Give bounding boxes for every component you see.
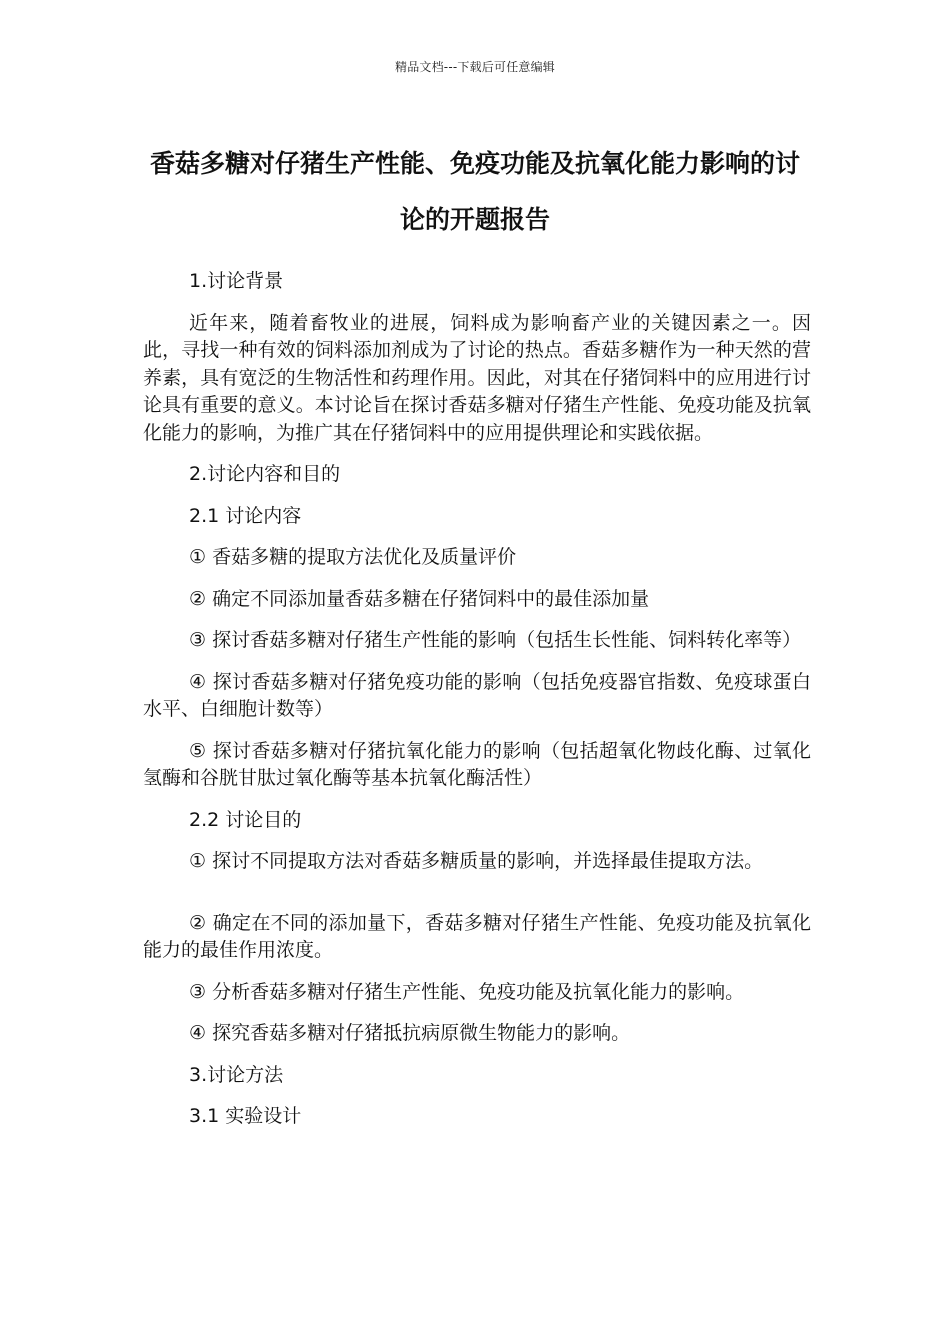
list-item-content-1: ① 香菇多糖的提取方法优化及质量评价 (189, 546, 517, 568)
list-item-purpose-1: ① 探讨不同提取方法对香菇多糖质量的影响，并选择最佳提取方法。 (189, 850, 764, 872)
document-body (143, 268, 811, 1145)
list-item-purpose-4: ④ 探究香菇多糖对仔猪抵抗病原微生物能力的影响。 (189, 1022, 631, 1044)
section-heading-content-purpose: 2.讨论内容和目的 (189, 463, 341, 485)
list-item-content-4: ④ 探讨香菇多糖对仔猪免疫功能的影响（包括免疫器官指数、免疫球蛋白水平、白细胞计数等） (143, 670, 811, 720)
list-item-purpose-2: ② 确定在不同的添加量下，香菇多糖对仔猪生产性能、免疫功能及抗氧化能力的最佳作用浓度。 (143, 911, 811, 961)
subsection-heading-content: 2.1 讨论内容 (189, 504, 302, 527)
paragraph-background: 近年来，随着畜牧业的进展，饲料成为影响畜产业的关键因素之一。因此，寻找一种有效的饲料添加剂成为了讨论的热点。香菇多糖作为一种天然的营养素，具有宽泛的生物活性和药理作用。因此，对其在仔猪饲料中的应用进行讨论具有重要的意义。本讨论旨在探讨香菇多糖对仔猪生产性能、免疫功能及抗氧化能力的影响，为推广其在仔猪饲料中的应用提供理论和实践依据。 (143, 311, 811, 444)
list-item-content-5: ⑤ 探讨香菇多糖对仔猪抗氧化能力的影响（包括超氧化物歧化酶、过氧化氢酶和谷胱甘肽过氧化酶等基本抗氧化酶活性） (143, 739, 811, 789)
section-heading-background: 1.讨论背景 (189, 270, 284, 292)
list-item-content-2: ② 确定不同添加量香菇多糖在仔猪饲料中的最佳添加量 (189, 587, 650, 610)
section-heading-methods: 3.讨论方法 (189, 1063, 284, 1086)
document-title: 香菇多糖对仔猪生产性能、免疫功能及抗氧化能力影响的讨论的开题报告 (149, 149, 800, 234)
list-item-content-3: ③ 探讨香菇多糖对仔猪生产性能的影响（包括生长性能、饲料转化率等） (189, 629, 802, 651)
list-item-purpose-3: ③ 分析香菇多糖对仔猪生产性能、免疫功能及抗氧化能力的影响。 (189, 980, 745, 1003)
header-note: 精品文档---下载后可任意编辑 (395, 60, 555, 74)
subsection-heading-purpose: 2.2 讨论目的 (189, 808, 302, 831)
subsection-heading-design: 3.1 实验设计 (189, 1105, 302, 1127)
